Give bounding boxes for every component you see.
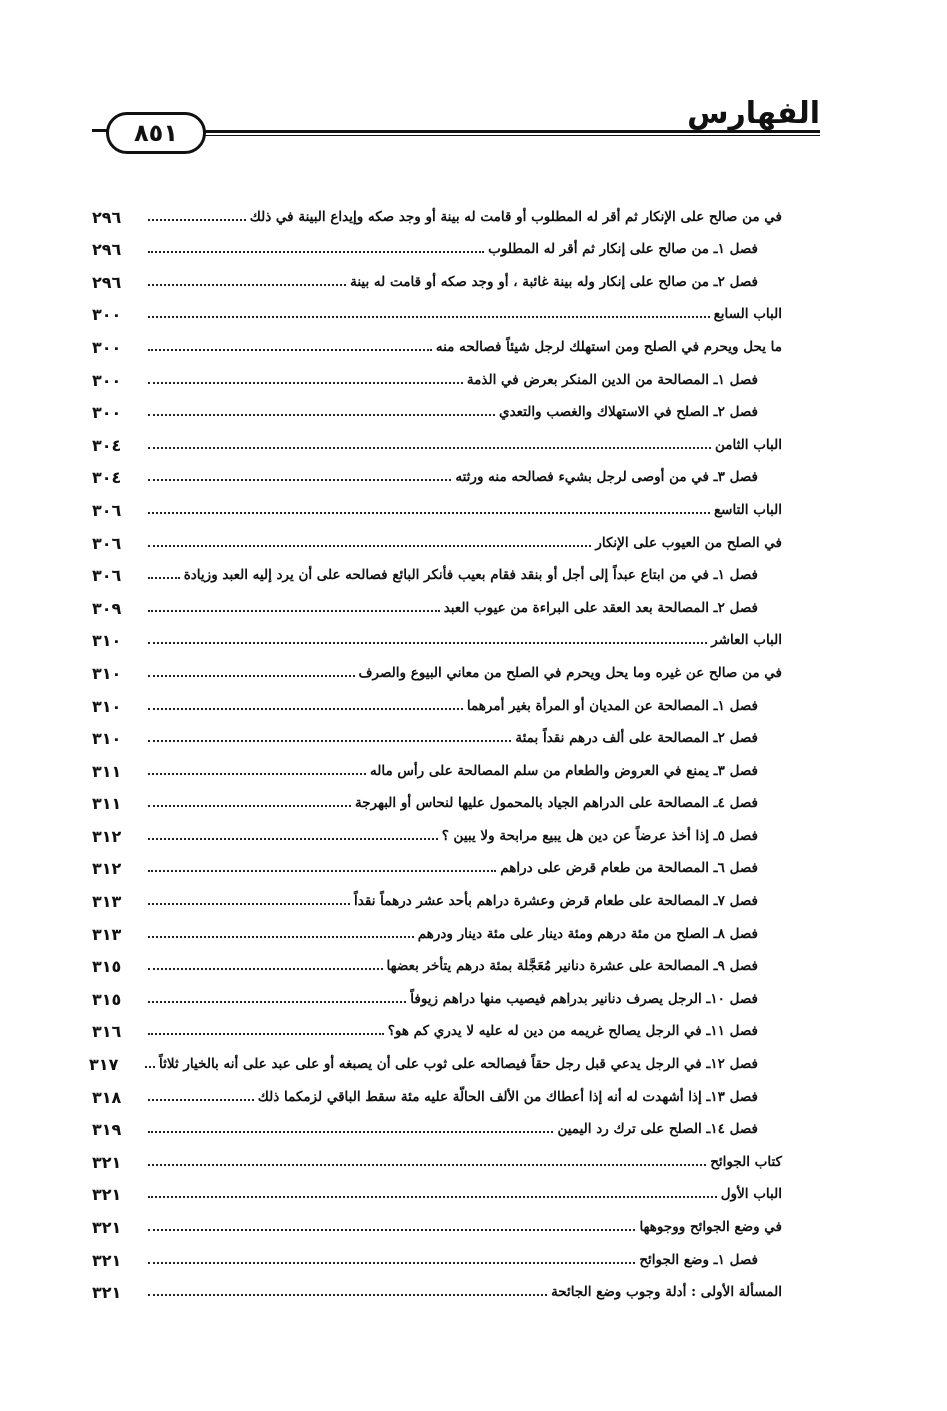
toc-entry-page-number: ٣٢١ — [92, 1218, 122, 1237]
table-of-contents — [89, 196, 782, 1304]
toc-entry-title: فصل ١٤ـ الصلح على ترك رد اليمين — [557, 1121, 758, 1138]
dot-leader — [148, 838, 438, 840]
toc-entry-title: فصل ١٢ـ في الرجل يدعي قبل رجل حقاً فيصالحه على ثوب على أن يصبغه أو على عبد على أنه بالخيار ثلاثاً — [159, 1056, 758, 1073]
toc-entry — [92, 294, 782, 327]
toc-entry-page-number: ٣١٨ — [92, 1087, 122, 1107]
dot-leader — [148, 219, 246, 221]
toc-entry — [92, 815, 782, 848]
toc-entry — [92, 685, 782, 718]
toc-entry — [92, 261, 782, 294]
toc-entry — [92, 522, 782, 555]
toc-entry-title: في الصلح من العيوب على الإنكار — [595, 534, 782, 551]
toc-entry-page-number: ٣٠٦ — [92, 533, 122, 553]
toc-entry-title: فصل ٢ـ المصالحة على ألف درهم نقداً بمئة — [515, 730, 758, 747]
toc-entry-title: فصل ٩ـ المصالحة على عشرة دنانير مُعَجَّلة بمئة درهم يتأخر بعضها — [386, 958, 758, 975]
toc-entry — [92, 620, 782, 653]
toc-entry-title: فصل ١ـ المصالحة عن المديان أو المرأة بغير أمرهما — [466, 697, 758, 714]
dot-leader — [148, 479, 451, 481]
dot-leader — [148, 903, 350, 905]
toc-entry — [92, 718, 782, 751]
dot-leader — [148, 1229, 635, 1231]
toc-entry-page-number: ٣٠٠ — [92, 403, 122, 423]
toc-entry — [92, 424, 782, 457]
toc-entry-title: الباب الأول — [720, 1186, 782, 1203]
toc-entry-page-number: ٣٢١ — [92, 1152, 122, 1172]
toc-entry-title: الباب العاشر — [711, 632, 782, 649]
dot-leader — [148, 545, 591, 547]
toc-entry — [92, 457, 782, 490]
toc-entry-title: فصل ٨ـ الصلح من مئة درهم ومئة دينار على مئة دينار ودرهم — [417, 925, 758, 942]
toc-entry-title: في وضع الجوائح ووجوهها — [639, 1219, 782, 1235]
toc-entry-title: فصل ١ـ في من ابتاع عبداً إلى أجل أو بنقد فقام بعيب فأنكر البائع فصالحه على أن يرد إليه العبد وزيادة — [183, 567, 758, 584]
toc-entry-page-number: ٢٩٦ — [92, 240, 122, 260]
toc-entry — [92, 652, 782, 685]
toc-entry-title: فصل ١٣ـ إذا أشهدت له أنه إذا أعطاك من الألف الحالّة عليه مئة سقط الباقي لزمكما ذلك — [257, 1088, 758, 1105]
dot-leader — [148, 1033, 384, 1035]
dot-leader — [148, 708, 463, 710]
toc-entry — [92, 1239, 782, 1272]
dot-leader — [148, 251, 484, 253]
dot-leader — [148, 316, 710, 318]
toc-entry-title: فصل ٦ـ المصالحة من طعام قرض على دراهم — [500, 860, 758, 877]
toc-entry-page-number: ٣١٧ — [89, 1055, 119, 1075]
toc-entry-page-number: ٣١٠ — [92, 729, 122, 749]
toc-entry-title: فصل ١٠ـ الرجل يصرف دنانير بدراهم فيصيب منها دراهم زيوفاً — [410, 990, 758, 1007]
dot-leader — [148, 1099, 254, 1101]
toc-entry-page-number: ٣١٠ — [92, 696, 122, 716]
dot-leader — [148, 349, 432, 351]
dot-leader — [148, 610, 440, 612]
toc-entry-page-number: ٣١٢ — [92, 859, 122, 879]
toc-entry-page-number: ٣٢١ — [92, 1250, 122, 1270]
toc-entry-title: الباب السابع — [713, 306, 782, 323]
toc-entry-title: فصل ٤ـ المصالحة على الدراهم الجياد بالمحمول عليها لنحاس أو البهرجة — [354, 795, 758, 812]
toc-entry-page-number: ٣١٥ — [92, 957, 122, 977]
toc-entry — [92, 326, 782, 359]
dot-leader — [148, 1196, 717, 1198]
toc-entry — [92, 1174, 782, 1207]
toc-entry-page-number: ٣١١ — [92, 794, 122, 814]
dot-leader — [148, 805, 351, 807]
header-rule — [188, 130, 820, 136]
toc-entry — [92, 1272, 782, 1305]
dot-leader — [148, 577, 180, 579]
dot-leader — [148, 382, 463, 384]
toc-entry-page-number: ٣١٢ — [92, 826, 122, 846]
toc-entry-title: فصل ٢ـ من صالح على إنكار وله بينة غائبة ، أو وجد صكه أو قامت له بينة — [350, 273, 758, 290]
toc-entry-title: فصل ٢ـ المصالحة بعد العقد على البراءة من عيوب العبد — [443, 599, 758, 616]
toc-entry — [92, 1109, 782, 1142]
toc-entry-page-number: ٢٩٦ — [92, 272, 122, 292]
toc-entry-title: الباب الثامن — [714, 436, 782, 453]
toc-entry-title: فصل ١ـ وضع الجوائح — [639, 1251, 758, 1268]
toc-entry — [92, 1141, 782, 1174]
toc-entry-page-number: ٣١٦ — [92, 1022, 122, 1042]
running-title: الفهارس — [687, 96, 820, 131]
toc-entry-page-number: ٣١٠ — [92, 663, 122, 683]
toc-entry-page-number: ٣٠٠ — [92, 305, 122, 325]
toc-entry-title: الباب التاسع — [713, 501, 782, 518]
dot-leader — [148, 1262, 635, 1264]
toc-entry — [92, 1011, 782, 1044]
toc-entry-title: ما يحل ويحرم في الصلح ومن استهلك لرجل شيئاً فصالحه منه — [435, 338, 782, 355]
toc-entry — [92, 359, 782, 392]
toc-entry-title: فصل ٣ـ في من أوصى لرجل بشيء فصالحه منه ورثته — [455, 469, 758, 486]
toc-entry — [92, 750, 782, 783]
toc-entry-page-number: ٣٠٠ — [92, 370, 122, 390]
toc-entry-title: فصل ١ـ من صالح على إنكار ثم أقر له المطلوب — [488, 241, 758, 258]
toc-entry-title: فصل ٢ـ الصلح في الاستهلاك والغصب والتعدي — [499, 404, 758, 421]
dot-leader — [148, 773, 366, 775]
toc-entry — [89, 1043, 782, 1076]
page-number-badge: ٨٥١ — [106, 112, 206, 154]
dot-leader — [148, 675, 355, 677]
toc-entry-page-number: ٣١٣ — [92, 924, 122, 944]
toc-entry-page-number: ٣٠٦ — [92, 500, 122, 520]
toc-entry-title: فصل ٥ـ إذا أخذ عرضاً عن دين هل يبيع مرابحة ولا يبين ؟ — [441, 827, 758, 844]
toc-entry — [92, 196, 782, 229]
toc-entry-page-number: ٣١٠ — [92, 631, 122, 651]
toc-entry-title: فصل ١ـ المصالحة من الدين المنكر بعرض في الذمة — [466, 371, 758, 388]
dot-leader — [145, 1066, 155, 1068]
toc-entry-page-number: ٣٠٩ — [92, 598, 122, 618]
dot-leader — [148, 284, 346, 286]
toc-entry-title: فصل ١١ـ في الرجل يصالح غريمه من دين له عليه لا يدري كم هو؟ — [387, 1023, 758, 1040]
toc-entry — [92, 880, 782, 913]
toc-entry — [92, 587, 782, 620]
toc-entry-title: في من صالح على الإنكار ثم أقر له المطلوب أو قامت له بينة أو وجد صكه وإيداع البينة في ذلك — [249, 208, 782, 225]
toc-entry-page-number: ٣٠٤ — [92, 435, 122, 455]
toc-entry — [92, 555, 782, 588]
toc-entry-page-number: ٣١٩ — [92, 1120, 122, 1140]
toc-entry-title: فصل ٣ـ يمنع في العروض والطعام من سلم المصالحة على رأس ماله — [370, 762, 758, 779]
toc-entry-page-number: ٣٢١ — [92, 1283, 122, 1303]
toc-entry-title: في من صالح عن غيره وما يحل ويحرم في الصلح من معاني البيوع والصرف — [358, 664, 782, 681]
dot-leader — [148, 1001, 406, 1003]
toc-entry-title: فصل ٧ـ المصالحة على طعام قرض وعشرة دراهم بأحد عشر درهماً نقداً — [354, 893, 758, 910]
toc-entry-title: كتاب الجوائح — [710, 1153, 782, 1170]
dot-leader — [148, 870, 496, 872]
dot-leader — [148, 447, 711, 449]
toc-entry-page-number: ٣١١ — [92, 761, 122, 781]
toc-entry — [92, 946, 782, 979]
toc-entry-page-number: ٣١٥ — [92, 989, 122, 1009]
dot-leader — [148, 642, 707, 644]
toc-entry — [92, 848, 782, 881]
toc-entry-title: المسألة الأولى : أدلة وجوب وضع الجائحة — [551, 1284, 782, 1301]
toc-entry-page-number: ٣٠٤ — [92, 468, 122, 488]
toc-entry — [92, 489, 782, 522]
dot-leader — [148, 968, 383, 970]
page-header — [92, 92, 820, 156]
toc-entry-page-number: ٣٠٦ — [92, 566, 122, 586]
dot-leader — [148, 512, 710, 514]
toc-entry-page-number: ٣٠٠ — [92, 337, 122, 357]
dot-leader — [148, 1164, 706, 1166]
toc-entry — [92, 1206, 782, 1239]
toc-entry-page-number: ٣٢١ — [92, 1185, 122, 1205]
toc-entry — [92, 913, 782, 946]
dot-leader — [148, 1131, 553, 1133]
toc-entry — [92, 392, 782, 425]
toc-entry — [92, 229, 782, 262]
toc-entry — [92, 1076, 782, 1109]
toc-entry — [92, 783, 782, 816]
toc-entry-page-number: ٣١٣ — [92, 892, 122, 912]
dot-leader — [148, 1294, 547, 1296]
dot-leader — [148, 740, 511, 742]
toc-entry — [92, 978, 782, 1011]
dot-leader — [148, 414, 495, 416]
toc-entry-page-number: ٢٩٦ — [92, 207, 122, 227]
dot-leader — [148, 936, 414, 938]
